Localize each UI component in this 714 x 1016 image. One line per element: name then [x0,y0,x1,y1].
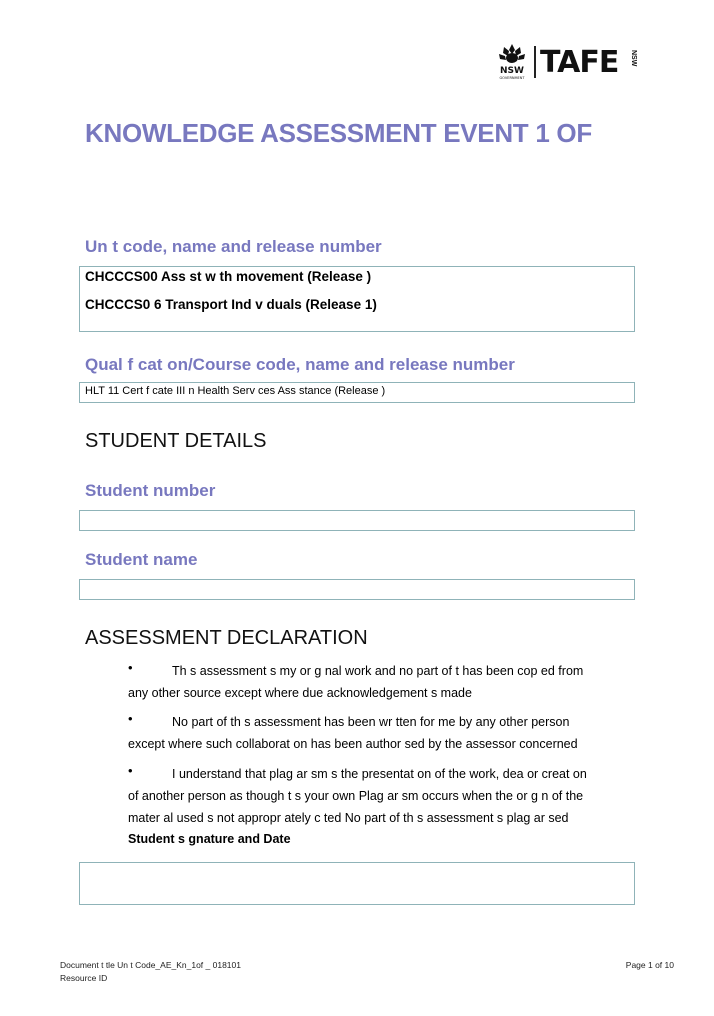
student-name-label: Student name [85,550,198,569]
page-title: KNOWLEDGE ASSESSMENT EVENT 1 OF [85,118,592,148]
footer-resource-id: Resource ID [60,973,108,983]
qualification-box[interactable] [79,382,635,403]
signature-field[interactable] [79,862,635,905]
student-number-field[interactable] [79,510,635,531]
bullet-icon: • [128,711,133,726]
qualification-heading: Qual f cat on/Course code, name and release number [85,355,515,374]
student-number-label: Student number [85,481,216,500]
declaration-item-3: • I understand that plag ar sm s the presentat on of the work, dea or creat on of another person as though t s your own Plag ar sm occurs when the or g n of the mater al used s not appropr ately c ted No part of th s assessment s plag ar sed [128,763,628,829]
declaration-heading: ASSESSMENT DECLARATION [85,627,368,649]
tafe-wordmark: TAFE [540,45,619,80]
unit-heading: Un t code, name and release number [85,237,382,256]
footer-doc-title: Document t tle Un t Code_AE_Kn_1of _ 018101 [60,960,241,970]
unit-line-2: CHCCCS0 6 Transport Ind v duals (Release 1) [85,297,377,312]
declaration-item-1: • Th s assessment s my or g nal work and no part of t has been cop ed from any other source except where due acknowledgement s made [128,660,628,704]
student-details-heading: STUDENT DETAILS [85,430,267,452]
nsw-vertical-text: NSW [630,50,637,67]
unit-line-1: CHCCCS00 Ass st w th movement (Release ) [85,269,372,284]
footer-page-number: Page 1 of 10 [625,960,674,970]
signature-label: Student s gnature and Date [128,832,291,846]
unit-box[interactable] [79,266,635,332]
svg-text:NSW: NSW [500,66,524,76]
tafe-nsw-logo [494,42,646,80]
nsw-waratah-icon [494,42,530,80]
student-name-field[interactable] [79,579,635,600]
svg-text:GOVERNMENT: GOVERNMENT [499,76,525,80]
bullet-icon: • [128,660,133,675]
qualification-value: HLT 11 Cert f cate III n Health Serv ces Ass stance (Release ) [85,385,386,397]
bullet-icon: • [128,763,133,778]
declaration-item-2: • No part of th s assessment has been wr tten for me by any other person except where such collaborat on has been author sed by the assessor concerned [128,711,628,755]
logo-divider [534,46,536,78]
